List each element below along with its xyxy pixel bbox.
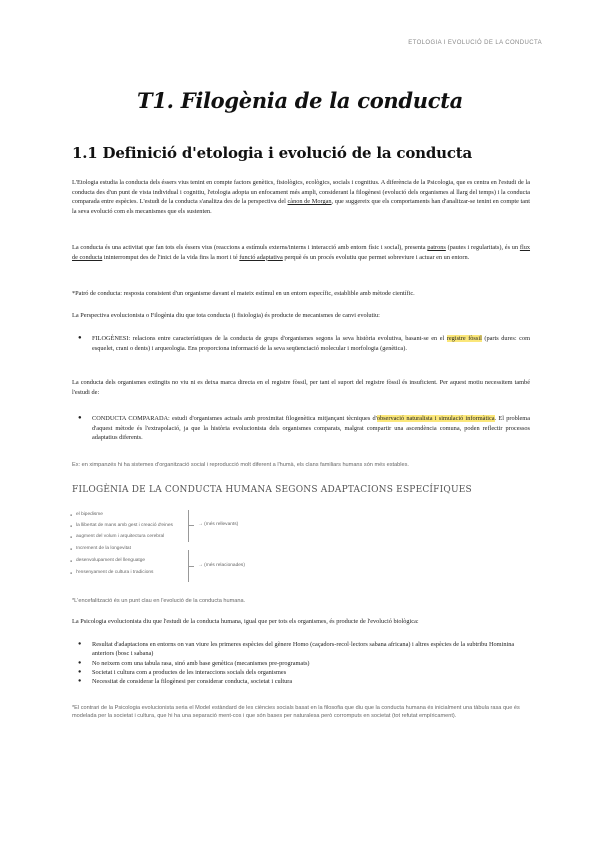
- paragraph-psicologia-evolucionista: La Psicologia evolucionista diu que l'estudi de la conducta humana, igual que per tots els organismes, és producte de l'evolució biològica:: [72, 618, 419, 625]
- list-item: ● Societat i cultura com a productes de les interaccions socials dels organismes: [92, 668, 530, 677]
- diagram-item: ● Increment de la longevitat: [76, 546, 131, 551]
- paragraph-etologia: L'Etologia estudia la conducta dels éssers vius tenint en compte factors genètics, fisiològics, ecològics, socials i cognitius. A diferència de la Psicologia, que es centra en l'estudi de la conducta des d'un punt de vista individual i cognitiu, l'etologia adopta un enfocament més ampli, considerant la filogènesi (evolució dels organismes al llarg del temps) i la conducta comparada entre espècies. L'estudi de la conducta s'analitza des de la perspectiva del cànon de Morgan, que suggereix que els comportaments han d'analitzar-se tenint en compte tant la seva evolució com els mecanismes que els sustenten.: [72, 179, 530, 215]
- diagram-item: ● la llibertat de mans amb gest i creació d'eines: [76, 523, 173, 528]
- page-title: T1. Filogènia de la conducta: [137, 88, 463, 113]
- subsection-heading: FILOGÈNIA DE LA CONDUCTA HUMANA SEGONS ADAPTACIONS ESPECÍFIQUES: [72, 485, 472, 495]
- bracket-top-tick: [188, 525, 194, 526]
- list-item: ● No neixem com una tabula rasa, sinó amb base genètica (mecanismes pre-programats): [92, 659, 530, 668]
- diagram-item: ● el bipedisme: [76, 512, 103, 517]
- bracket-bottom-label: → (més relacionades): [198, 563, 245, 568]
- diagram-item: ● desenvolupament del llenguatge: [76, 558, 145, 563]
- paragraph-conducta: La conducta és una activitat que fan tots els éssers vius (reaccions a estímuls externs/interns i interacció amb entorn físic i social), presenta patrons (pautes i regularitats), és un flux de conducta ininterromput des de l'inici de la vida fins la mort i té funció adaptativa perquè és un procés evolutiu que permet sobreviure i actuar en un entorn.: [72, 244, 531, 261]
- adaptations-diagram: [70, 510, 300, 586]
- bracket-top-label: → (més rellevants): [198, 522, 239, 527]
- running-header: ETOLOGIA I EVOLUCIÓ DE LA CONDUCTA: [408, 40, 542, 46]
- note-encefalitzacio: *L'encefalització és un punt clau en l'evolució de la conducta humana.: [72, 598, 246, 604]
- list-item: ● Necessitat de considerar la filogènesi per considerar conducta, societat i cultura: [92, 677, 530, 686]
- paragraph-patro: *Patró de conducta: resposta consistent d'un organisme davant el mateix estímul en un entorn específic, establible amb mètode científic.: [72, 290, 415, 297]
- bracket-bottom-tick: [188, 566, 194, 567]
- note-ximpanzes: Ex: en ximpanzés hi ha sistemes d'organització social i reproducció molt diferent a l'humà, els clans familiars humans són més estables.: [72, 462, 409, 468]
- list-item: ● Resultat d'adaptacions en entorns on van viure les primeres espècies del gènere Homo (caçadors-recol·lectors sabana africana) i altres espècies de la subtribu Hominina anteriors (bosc i sabana): [92, 640, 530, 658]
- diagram-item: ● l'ensenyament de cultura i tradicions: [76, 570, 153, 575]
- bracket-top: [188, 510, 189, 542]
- bullet-conducta-comparada: ● CONDUCTA COMPARADA: estudi d'organismes actuals amb proximitat filogenètica mitjançant tècniques d'observació naturalista i simulació informàtica. El problema d'aquest mètode és l'extrapolació, ja que la història evolucionista dels organismes comparats, malgrat compartir una ascendència comuna, poden reflectir processos adaptatius diferents.: [92, 414, 530, 443]
- diagram-item: ● augment del volum i arquitectura cerebral: [76, 534, 164, 539]
- section-heading: 1.1 Definició d'etologia i evolució de la conducta: [72, 144, 473, 162]
- paragraph-perspectiva: La Perspectiva evolucionista o Filogènia diu que tota conducta (i fisiologia) és producte de mecanismes de canvi evolutiu:: [72, 312, 380, 319]
- canon-morgan-link: cànon de Morgan: [287, 198, 332, 205]
- bullet-filogenesi: ● FILOGÈNESI: relacions entre característiques de la conducta de grups d'organismes segons la seva història evolutiva, basant-se en el registre fòssil (parts dures: com esquelet, crani o dents) i arqueologia. Ens proporciona informació de la seva seqüenciació molecular i morfologia (genètica).: [92, 334, 530, 353]
- footnote: *El contrari de la Psicologia evolucionista seria el Model estàndard de les ciències socials basat en la filosofia que diu que la conducta humana és inicialment una tàbula rasa que és modelada per la societat i cultura, que hi ha una separació ment-cos i que són bases per naturalesa però corromputs en societat (tot refutat empíricament).: [72, 705, 520, 719]
- paragraph-registre: La conducta dels organismes extingits no viu ni es deixa marca directa en el registre fòssil, per tant el suport del registre fòssil és insuficient. Per aquest motiu necessitem també l'estudi de:: [72, 379, 530, 396]
